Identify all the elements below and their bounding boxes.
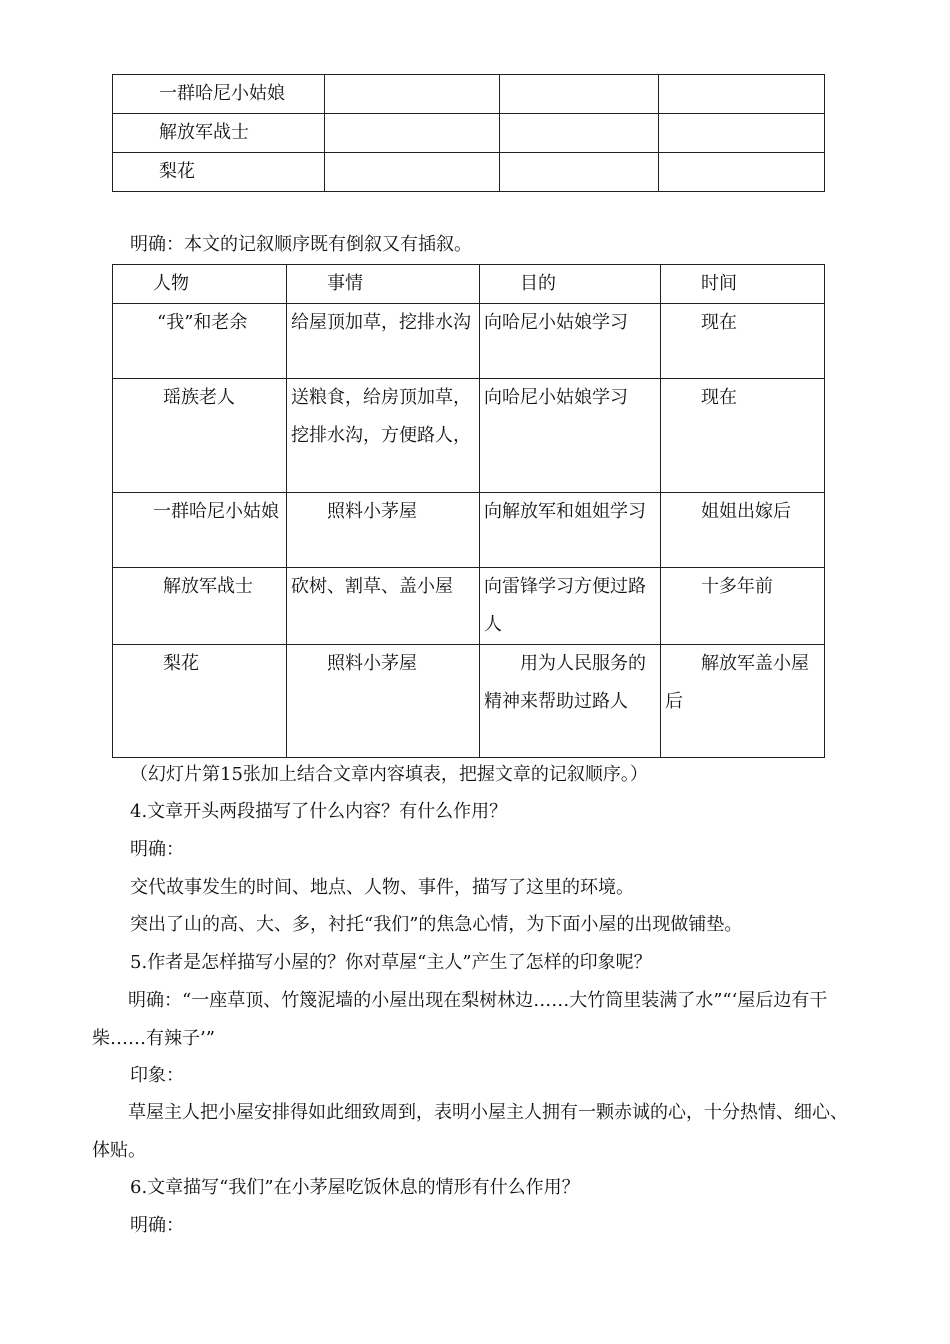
table-row bbox=[113, 75, 825, 114]
table-row bbox=[113, 379, 825, 493]
table-header-row bbox=[113, 265, 825, 304]
q5-clarify: 明确：“一座草顶、竹篾泥墙的小屋出现在梨树林边……大竹筒里装满了水”“‘屋后边有干柴……有辣子’” bbox=[92, 990, 828, 1049]
cell-purpose: 向雷锋学习方便过路人 bbox=[480, 568, 661, 645]
table-cell bbox=[659, 75, 825, 114]
cell-person: 解放军战士 bbox=[113, 568, 287, 645]
clarify-intro: 明确：本文的记叙顺序既有倒叙又有插叙。 bbox=[130, 234, 472, 255]
q5-impression-label: 印象： bbox=[130, 1065, 184, 1086]
cell-event: 送粮食，给房顶加草，挖排水沟，方便路人， bbox=[287, 379, 480, 493]
table-row bbox=[113, 304, 825, 379]
question-4: 4.文章开头两段描写了什么内容？有什么作用？ bbox=[130, 801, 508, 822]
cell-purpose: 向哈尼小姑娘学习 bbox=[480, 379, 661, 493]
cell-purpose: 用为人民服务的精神来帮助过路人 bbox=[480, 645, 661, 758]
table-cell: 解放军战士 bbox=[113, 114, 325, 153]
question-5: 5.作者是怎样描写小屋的？你对草屋“主人”产生了怎样的印象呢？ bbox=[130, 952, 652, 973]
table-row bbox=[113, 493, 825, 568]
cell-event: 砍树、割草、盖小屋 bbox=[287, 568, 480, 645]
table-row bbox=[113, 645, 825, 758]
cell-purpose: 向解放军和姐姐学习 bbox=[480, 493, 661, 568]
cell-person: “我”和老余 bbox=[113, 304, 287, 379]
q5-answer: 草屋主人把小屋安排得如此细致周到，表明小屋主人拥有一颗赤诚的心，十分热情、细心、体贴。 bbox=[92, 1102, 848, 1161]
table-cell bbox=[500, 75, 659, 114]
cell-purpose: 向哈尼小姑娘学习 bbox=[480, 304, 661, 379]
narrative-order-table bbox=[112, 264, 825, 758]
table-cell bbox=[659, 153, 825, 192]
q4-clarify-label: 明确： bbox=[130, 839, 184, 860]
header-event: 事情 bbox=[287, 265, 480, 304]
table-cell bbox=[659, 114, 825, 153]
header-purpose: 目的 bbox=[480, 265, 661, 304]
q4-answer-2: 突出了山的高、大、多，衬托“我们”的焦急心情，为下面小屋的出现做铺垫。 bbox=[130, 914, 743, 935]
q4-answer-1: 交代故事发生的时间、地点、人物、事件，描写了这里的环境。 bbox=[130, 877, 634, 898]
table-cell bbox=[325, 153, 500, 192]
cell-event: 照料小茅屋 bbox=[287, 645, 480, 758]
table-cell bbox=[325, 75, 500, 114]
table-row bbox=[113, 153, 825, 192]
cell-time: 现在 bbox=[661, 304, 825, 379]
question-6: 6.文章描写“我们”在小茅屋吃饭休息的情形有什么作用？ bbox=[130, 1177, 580, 1198]
table-cell bbox=[500, 153, 659, 192]
cell-event: 给屋顶加草，挖排水沟 bbox=[287, 304, 480, 379]
slide-note: （幻灯片第15张加上结合文章内容填表，把握文章的记叙顺序。） bbox=[130, 764, 648, 785]
table-cell bbox=[325, 114, 500, 153]
cell-person: 瑶族老人 bbox=[113, 379, 287, 493]
cell-time: 解放军盖小屋后 bbox=[661, 645, 825, 758]
cell-person: 一群哈尼小姑娘 bbox=[113, 493, 287, 568]
cell-time: 十多年前 bbox=[661, 568, 825, 645]
table-row bbox=[113, 114, 825, 153]
table-cell bbox=[500, 114, 659, 153]
cell-time: 姐姐出嫁后 bbox=[661, 493, 825, 568]
header-time: 时间 bbox=[661, 265, 825, 304]
cell-person: 梨花 bbox=[113, 645, 287, 758]
table-cell: 一群哈尼小姑娘 bbox=[113, 75, 325, 114]
header-person: 人物 bbox=[113, 265, 287, 304]
fill-in-table bbox=[112, 74, 825, 192]
cell-event: 照料小茅屋 bbox=[287, 493, 480, 568]
table-row bbox=[113, 568, 825, 645]
cell-time: 现在 bbox=[661, 379, 825, 493]
q6-clarify-label: 明确： bbox=[130, 1215, 184, 1236]
table-cell: 梨花 bbox=[113, 153, 325, 192]
